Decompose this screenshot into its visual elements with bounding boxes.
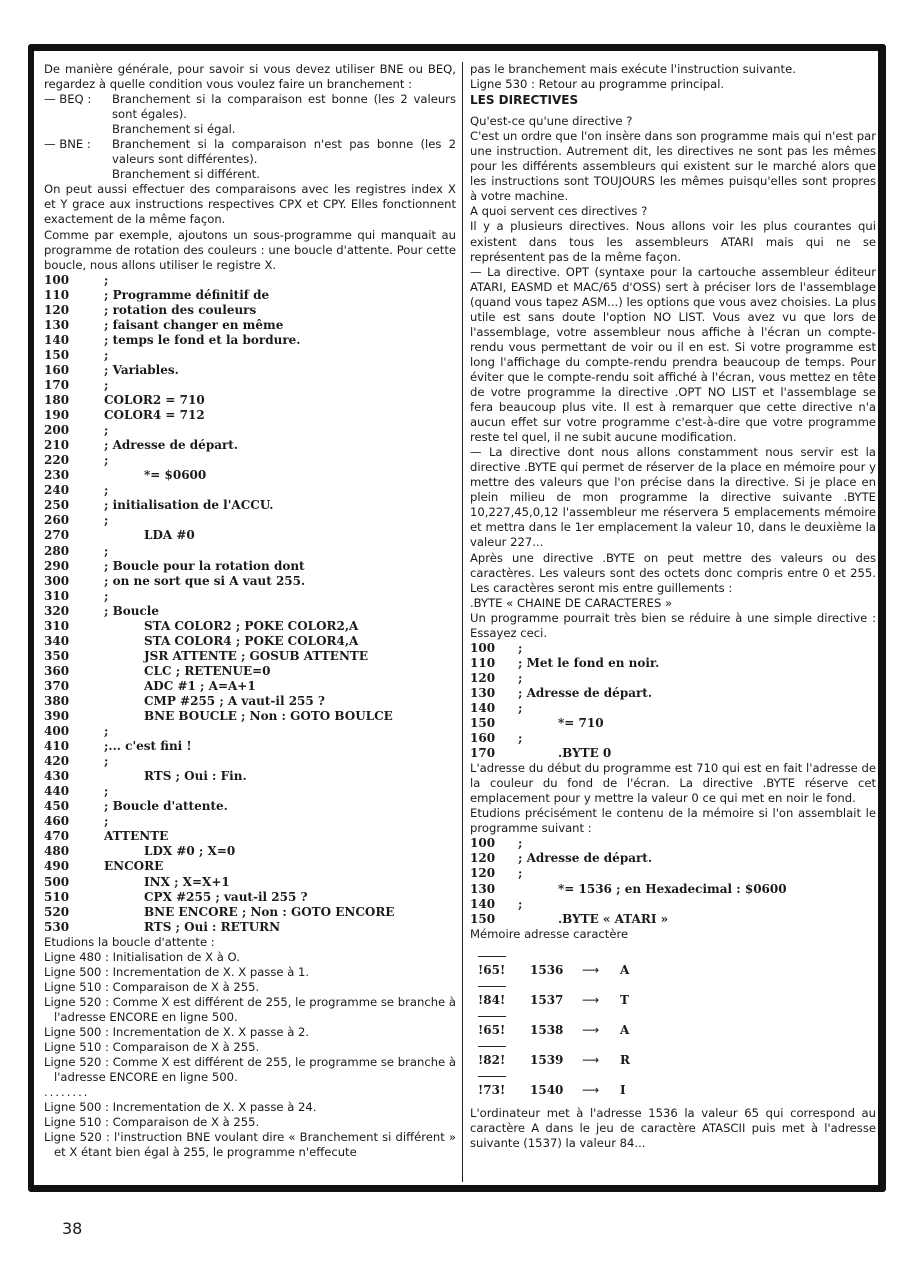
code-line-text: ; bbox=[104, 423, 109, 438]
code-line bbox=[44, 634, 456, 649]
code-line-number: 300 bbox=[44, 573, 70, 588]
code-line-number: 180 bbox=[44, 393, 70, 408]
code-line-number: 120 bbox=[470, 670, 496, 685]
code-line bbox=[44, 453, 456, 468]
code-line-text: CPX #255 ; vaut-il 255 ? bbox=[144, 889, 308, 904]
code-line-number: 480 bbox=[44, 844, 70, 859]
code-line-number: 460 bbox=[44, 814, 70, 829]
code-line bbox=[44, 799, 456, 814]
code-line-text: ; on ne sort que si A vaut 255. bbox=[104, 573, 306, 588]
code-line-number: 160 bbox=[44, 362, 70, 377]
memory-cell-rule bbox=[478, 1016, 506, 1017]
arrow-icon: ⟶ bbox=[582, 962, 600, 977]
code-line bbox=[44, 619, 456, 634]
arrow-icon: ⟶ bbox=[582, 1022, 600, 1037]
intro-paragraph: De manière générale, pour savoir si vous devez utiliser BNE ou BEQ, regardez à quelle condition vous voulez faire un branchement : bbox=[44, 62, 456, 92]
code-line bbox=[44, 498, 456, 513]
code-line bbox=[470, 701, 876, 716]
code-line-text: ; bbox=[104, 543, 109, 558]
code-line bbox=[470, 656, 876, 671]
line-explanation: Ligne 510 : Comparaison de X à 255. bbox=[44, 1115, 260, 1130]
code-line-number: 130 bbox=[44, 317, 70, 332]
code-line bbox=[44, 483, 456, 498]
code-line-number: 150 bbox=[470, 716, 496, 731]
code-line bbox=[44, 784, 456, 799]
code-line-text: JSR ATTENTE ; GOSUB ATTENTE bbox=[144, 648, 368, 663]
code-line bbox=[44, 890, 456, 905]
code-line-text: COLOR4 = 712 bbox=[104, 408, 205, 423]
code-line bbox=[470, 671, 876, 686]
code-line bbox=[470, 731, 876, 746]
paragraph-opt-directive: — La directive. OPT (syntaxe pour la cartouche assembleur éditeur ATARI, EASMD et MAC/65 d'OSS) sert à préciser lors de l'assemblage (quand vous tapez ASM...) les options que vous avez choisies. La plus utile est sans doute l'option NO LIST. Vous avez vu que lors de l'assemblage, votre assembleur nous affiche à l'écran un compte-rendu vous permettant de voir ou il en est. Si votre programme est long l'affichage du compte-rendu prendra beaucoup de temps. Pour éviter que le compte-rendu soit affiché à l'écran, vous mettez en tête de votre programme la directive .OPT NO LIST et l'assemblage se fera beaucoup plus vite. Il est à remarquer que cette directive n'a aucun effet sur votre programme c'est-à-dire que votre programme reste tel quel, il ne subit aucune modification. bbox=[470, 264, 876, 445]
code-line-text: INX ; X=X+1 bbox=[144, 874, 230, 889]
memory-value: !84! bbox=[478, 992, 506, 1007]
bne-sub: Branchement si différent. bbox=[112, 167, 260, 182]
code-line-number: 250 bbox=[44, 498, 70, 513]
code-listing-atari bbox=[470, 836, 876, 926]
code-line bbox=[470, 686, 876, 701]
code-line bbox=[44, 423, 456, 438]
code-line-text: ; bbox=[518, 866, 523, 881]
section-heading: LES DIRECTIVES bbox=[470, 93, 579, 108]
line-explanations-b bbox=[44, 1100, 456, 1160]
code-line bbox=[44, 664, 456, 679]
code-line bbox=[44, 724, 456, 739]
code-line-text: ;... c'est fini ! bbox=[104, 739, 192, 754]
line-explanation: Ligne 500 : Incrementation de X. X passe à 1. bbox=[44, 964, 310, 979]
code-line-text: ; temps le fond et la bordure. bbox=[104, 332, 301, 347]
memory-cell-rule bbox=[478, 986, 506, 987]
code-line bbox=[470, 836, 876, 851]
bne-label: — BNE : bbox=[44, 137, 91, 152]
code-line-text: ; initialisation de l'ACCU. bbox=[104, 498, 274, 513]
code-line-number: 130 bbox=[470, 685, 496, 700]
code-line bbox=[44, 739, 456, 754]
line-explanation: Ligne 510 : Comparaison de X à 255. bbox=[44, 979, 260, 994]
code-line bbox=[44, 604, 456, 619]
paragraph-r8: L'adresse du début du programme est 710 qui est en fait l'adresse de la couleur du fond de l'écran. La directive .BYTE réserve cet emplacement pour y mettre la valeur 0 ce qui met en noir le fond. bbox=[470, 761, 876, 806]
code-line-text: ; bbox=[104, 272, 109, 287]
arrow-icon: ⟶ bbox=[582, 1052, 600, 1067]
memory-character: R bbox=[620, 1052, 630, 1067]
code-line-text: ENCORE bbox=[104, 859, 164, 874]
code-line-text: COLOR2 = 710 bbox=[104, 393, 205, 408]
code-line bbox=[44, 528, 456, 543]
code-line-number: 100 bbox=[44, 272, 70, 287]
code-line bbox=[44, 709, 456, 724]
code-line-text: .BYTE « ATARI » bbox=[558, 911, 669, 926]
code-line-text: ; bbox=[104, 513, 109, 528]
code-line bbox=[44, 754, 456, 769]
code-line-number: 170 bbox=[44, 377, 70, 392]
beq-text: Branchement si la comparaison est bonne (les 2 valeurs sont égales). bbox=[112, 92, 456, 122]
code-line-text: RTS ; Oui : Fin. bbox=[144, 769, 247, 784]
code-line-number: 450 bbox=[44, 799, 70, 814]
code-line bbox=[44, 829, 456, 844]
code-listing-background bbox=[470, 641, 876, 761]
code-line bbox=[470, 897, 876, 912]
code-line-text: ; bbox=[518, 670, 523, 685]
code-line bbox=[470, 882, 876, 897]
code-line bbox=[44, 859, 456, 874]
paragraph-r1: C'est un ordre que l'on insère dans son programme mais qui n'est par une instruction. Autrement dit, les directives ne sont pas les mêmes pour les différents assembleurs qui existent sur le marché alors que les instructions sont TOUJOURS les mêmes puisqu'elles sont propres à votre machine. bbox=[470, 129, 876, 204]
code-line-number: 380 bbox=[44, 693, 70, 708]
code-line-text: ; bbox=[104, 453, 109, 468]
line-explanation: Ligne 500 : Incrementation de X. X passe à 2. bbox=[44, 1025, 310, 1039]
code-line-number: 200 bbox=[44, 423, 70, 438]
paragraph-2: On peut aussi effectuer des comparaisons avec les registres index X et Y grace aux instructions respectives CPX et CPY. Elles fonctionnent exactement de la même façon. bbox=[44, 182, 456, 227]
code-line-text: ; bbox=[104, 588, 109, 603]
code-line-number: 120 bbox=[470, 851, 496, 866]
code-line bbox=[44, 844, 456, 859]
memory-character: A bbox=[620, 962, 630, 977]
code-line-text: RTS ; Oui : RETURN bbox=[144, 919, 281, 934]
code-line-number: 400 bbox=[44, 724, 70, 739]
code-line-text: ; Adresse de départ. bbox=[518, 851, 653, 866]
memory-address: 1538 bbox=[530, 1022, 564, 1037]
memory-cell-rule bbox=[478, 1076, 506, 1077]
memory-address: 1537 bbox=[530, 992, 564, 1007]
code-line-number: 140 bbox=[470, 700, 496, 715]
code-line-text: ; bbox=[518, 640, 523, 655]
code-line-number: 500 bbox=[44, 874, 70, 889]
code-line bbox=[44, 318, 456, 333]
paragraph-r5: Après une directive .BYTE on peut mettre des valeurs ou des caractères. Les valeurs sont des octets donc compris entre 0 et 255. Les caractères seront mis entre guillements : bbox=[470, 550, 876, 595]
continuation-line-1: pas le branchement mais exécute l'instruction suivante. bbox=[470, 62, 796, 76]
code-line-number: 350 bbox=[44, 648, 70, 663]
code-line-number: 120 bbox=[470, 866, 496, 881]
code-line-number: 150 bbox=[44, 347, 70, 362]
question-1: Qu'est-ce qu'une directive ? bbox=[470, 114, 633, 129]
page-number: 38 bbox=[62, 1219, 83, 1238]
code-line-text: ; bbox=[104, 347, 109, 362]
memory-character: T bbox=[620, 992, 629, 1007]
code-line-number: 110 bbox=[44, 287, 70, 302]
code-line bbox=[44, 875, 456, 890]
code-line-number: 280 bbox=[44, 543, 70, 558]
code-line bbox=[44, 408, 456, 423]
code-line-text: .BYTE 0 bbox=[558, 746, 612, 761]
code-line-text: ; Boucle bbox=[104, 603, 159, 618]
code-line-text: ; Variables. bbox=[104, 362, 179, 377]
code-line-number: 320 bbox=[44, 603, 70, 618]
paragraph-r10: L'ordinateur met à l'adresse 1536 la valeur 65 qui correspond au caractère A dans le jeu de caractère ATASCII puis met à l'adresse suivante (1537) la valeur 84... bbox=[470, 1105, 876, 1150]
code-line bbox=[44, 559, 456, 574]
memory-address: 1539 bbox=[530, 1052, 564, 1067]
code-line-text: ; bbox=[104, 377, 109, 392]
code-line-text: ADC #1 ; A=A+1 bbox=[144, 678, 256, 693]
code-line-text: BNE ENCORE ; Non : GOTO ENCORE bbox=[144, 904, 395, 919]
code-line bbox=[470, 851, 876, 866]
code-line bbox=[44, 574, 456, 589]
code-line bbox=[470, 866, 876, 881]
code-line-number: 310 bbox=[44, 618, 70, 633]
code-line-number: 470 bbox=[44, 829, 70, 844]
code-line bbox=[44, 544, 456, 559]
paragraph-3: Comme par exemple, ajoutons un sous-programme qui manquait au programme de rotation des couleurs : une boucle d'attente. Pour cette boucle, nous allons utiliser le registre X. bbox=[44, 227, 456, 272]
code-line-number: 140 bbox=[470, 896, 496, 911]
byte-example: .BYTE « CHAINE DE CARACTERES » bbox=[470, 595, 673, 610]
code-line-number: 510 bbox=[44, 889, 70, 904]
bne-item bbox=[44, 137, 456, 167]
code-line bbox=[470, 912, 876, 927]
code-line-text: *= $0600 bbox=[144, 468, 207, 483]
code-line-text: *= 710 bbox=[558, 716, 604, 731]
code-line-text: ; rotation des couleurs bbox=[104, 302, 257, 317]
bne-text: Branchement si la comparaison n'est pas bonne (les 2 valeurs sont différentes). bbox=[112, 137, 456, 167]
code-line-text: ; Adresse de départ. bbox=[104, 438, 239, 453]
line-explanation: Ligne 520 : Comme X est différent de 255, le programme se branche à l'adresse ENCORE en ligne 500. bbox=[44, 1055, 456, 1085]
code-line bbox=[44, 694, 456, 709]
code-line bbox=[44, 273, 456, 288]
code-line bbox=[470, 641, 876, 656]
code-line-text: STA COLOR2 ; POKE COLOR2,A bbox=[144, 618, 359, 633]
column-divider bbox=[462, 62, 463, 1182]
code-line bbox=[44, 288, 456, 303]
code-line-number: 210 bbox=[44, 438, 70, 453]
code-line bbox=[470, 716, 876, 731]
code-line bbox=[44, 920, 456, 935]
code-line-number: 310 bbox=[44, 588, 70, 603]
code-line-text: ; bbox=[104, 814, 109, 829]
study-heading: Etudions la boucle d'attente : bbox=[44, 934, 215, 949]
code-line-number: 160 bbox=[470, 731, 496, 746]
code-line-text: ; faisant changer en même bbox=[104, 317, 284, 332]
code-line-number: 120 bbox=[44, 302, 70, 317]
memory-row bbox=[470, 1046, 876, 1076]
code-line-number: 410 bbox=[44, 739, 70, 754]
memory-value: !65! bbox=[478, 1022, 506, 1037]
code-line-number: 140 bbox=[44, 332, 70, 347]
code-line-text: ; bbox=[518, 731, 523, 746]
line-explanation: Ligne 500 : Incrementation de X. X passe à 24. bbox=[44, 1100, 317, 1115]
memory-cell-rule bbox=[478, 956, 506, 957]
code-line-text: CMP #255 ; A vaut-il 255 ? bbox=[144, 693, 325, 708]
code-line bbox=[44, 769, 456, 784]
code-line-number: 340 bbox=[44, 633, 70, 648]
paragraph-r7: Un programme pourrait très bien se réduire à une simple directive : Essayez ceci. bbox=[470, 610, 876, 640]
memory-row bbox=[470, 956, 876, 986]
paragraph-r2: Il y a plusieurs directives. Nous allons voir les plus courantes qui existent dans tous les assembleurs ATARI mais qui ne se représentent pas de la même façon. bbox=[470, 219, 876, 264]
code-line bbox=[44, 905, 456, 920]
code-line bbox=[44, 378, 456, 393]
code-line bbox=[44, 649, 456, 664]
code-line-text: ; bbox=[104, 724, 109, 739]
line-explanation: Ligne 510 : Comparaison de X à 255. bbox=[44, 1040, 260, 1055]
code-line-number: 100 bbox=[470, 836, 496, 851]
code-line-number: 170 bbox=[470, 746, 496, 761]
memory-value: !65! bbox=[478, 962, 506, 977]
code-line-number: 240 bbox=[44, 483, 70, 498]
memory-cell-rule bbox=[478, 1046, 506, 1047]
continuation-line-2: Ligne 530 : Retour au programme principal. bbox=[470, 77, 725, 92]
code-line-text: ; bbox=[518, 896, 523, 911]
code-line-number: 520 bbox=[44, 904, 70, 919]
code-line bbox=[44, 393, 456, 408]
beq-item bbox=[44, 92, 456, 122]
code-line-text: ; Boucle d'attente. bbox=[104, 799, 228, 814]
left-column bbox=[44, 62, 456, 1160]
code-line-number: 130 bbox=[470, 881, 496, 896]
code-line-text: ; bbox=[104, 754, 109, 769]
paragraph-byte-directive: — La directive dont nous allons constamment nous servir est la directive .BYTE qui permet de réserver de la place en mémoire pour y mettre des valeurs que l'on précise dans la directive. Si je place en plein milieu de mon programme la directive suivante .BYTE 10,227,45,0,12 l'assembleur me réservera 5 emplacements mémoire et mettra dans le 1er emplacement la valeur 10, dans le deuxième la valeur 227... bbox=[470, 445, 876, 550]
code-line-number: 270 bbox=[44, 528, 70, 543]
code-line bbox=[470, 746, 876, 761]
memory-row bbox=[470, 986, 876, 1016]
code-line-number: 110 bbox=[470, 655, 496, 670]
code-line-text: ATTENTE bbox=[104, 829, 169, 844]
line-explanations-a bbox=[44, 950, 456, 1085]
ellipsis-dots: ........ bbox=[44, 1085, 90, 1100]
line-explanation: Ligne 520 : l'instruction BNE voulant dire « Branchement si différent » et X étant bien égal à 255, le programme n'effecute bbox=[44, 1130, 456, 1160]
memory-row bbox=[470, 1076, 876, 1106]
code-line-text: *= 1536 ; en Hexadecimal : $0600 bbox=[558, 881, 787, 896]
code-line bbox=[44, 438, 456, 453]
code-line-number: 490 bbox=[44, 859, 70, 874]
code-line bbox=[44, 363, 456, 378]
code-line-number: 230 bbox=[44, 468, 70, 483]
memory-character: A bbox=[620, 1022, 630, 1037]
memory-address: 1536 bbox=[530, 962, 564, 977]
code-line-text: ; bbox=[104, 483, 109, 498]
code-line-text: CLC ; RETENUE=0 bbox=[144, 663, 271, 678]
code-line-number: 430 bbox=[44, 769, 70, 784]
code-line-number: 370 bbox=[44, 678, 70, 693]
memory-character: I bbox=[620, 1082, 626, 1097]
code-line bbox=[44, 333, 456, 348]
code-line-text: LDA #0 bbox=[144, 528, 195, 543]
paragraph-r9: Etudions précisément le contenu de la mémoire si l'on assemblait le programme suivant : bbox=[470, 806, 876, 836]
beq-sub: Branchement si égal. bbox=[112, 122, 236, 137]
code-line bbox=[44, 513, 456, 528]
code-line bbox=[44, 303, 456, 318]
code-line bbox=[44, 589, 456, 604]
code-line-text: ; Programme définitif de bbox=[104, 287, 270, 302]
line-explanation: Ligne 480 : Initialisation de X à O. bbox=[44, 949, 240, 964]
memory-value: !73! bbox=[478, 1082, 506, 1097]
code-line-text: BNE BOUCLE ; Non : GOTO BOULCE bbox=[144, 709, 393, 724]
arrow-icon: ⟶ bbox=[582, 992, 600, 1007]
code-line-text: ; bbox=[518, 700, 523, 715]
code-line-text: STA COLOR4 ; POKE COLOR4,A bbox=[144, 633, 359, 648]
code-line-number: 220 bbox=[44, 453, 70, 468]
code-line bbox=[44, 348, 456, 363]
memory-row bbox=[470, 1016, 876, 1046]
memory-table-header: Mémoire adresse caractère bbox=[470, 926, 629, 941]
code-line-text: ; Adresse de départ. bbox=[518, 685, 653, 700]
code-line-text: ; Met le fond en noir. bbox=[518, 655, 660, 670]
code-line-number: 190 bbox=[44, 408, 70, 423]
memory-value: !82! bbox=[478, 1052, 506, 1067]
code-line bbox=[44, 468, 456, 483]
code-listing-rotation bbox=[44, 273, 456, 935]
right-column bbox=[470, 62, 876, 1151]
question-2: A quoi servent ces directives ? bbox=[470, 204, 648, 219]
code-line-number: 360 bbox=[44, 663, 70, 678]
code-line bbox=[44, 679, 456, 694]
code-line-number: 260 bbox=[44, 513, 70, 528]
code-line-text: ; Boucle pour la rotation dont bbox=[104, 558, 305, 573]
code-line-number: 150 bbox=[470, 911, 496, 926]
code-line-number: 290 bbox=[44, 558, 70, 573]
code-line-number: 100 bbox=[470, 640, 496, 655]
code-line-number: 440 bbox=[44, 784, 70, 799]
code-line-number: 390 bbox=[44, 709, 70, 724]
code-line-number: 530 bbox=[44, 919, 70, 934]
memory-address: 1540 bbox=[530, 1082, 564, 1097]
arrow-icon: ⟶ bbox=[582, 1082, 600, 1097]
code-line-text: ; bbox=[518, 836, 523, 851]
beq-label: — BEQ : bbox=[44, 92, 92, 107]
code-line-text: LDX #0 ; X=0 bbox=[144, 844, 236, 859]
code-line-text: ; bbox=[104, 784, 109, 799]
code-line bbox=[44, 814, 456, 829]
line-explanation: Ligne 520 : Comme X est différent de 255, le programme se branche à l'adresse ENCORE en ligne 500. bbox=[44, 994, 456, 1024]
memory-table bbox=[470, 956, 876, 1106]
code-line-number: 420 bbox=[44, 754, 70, 769]
